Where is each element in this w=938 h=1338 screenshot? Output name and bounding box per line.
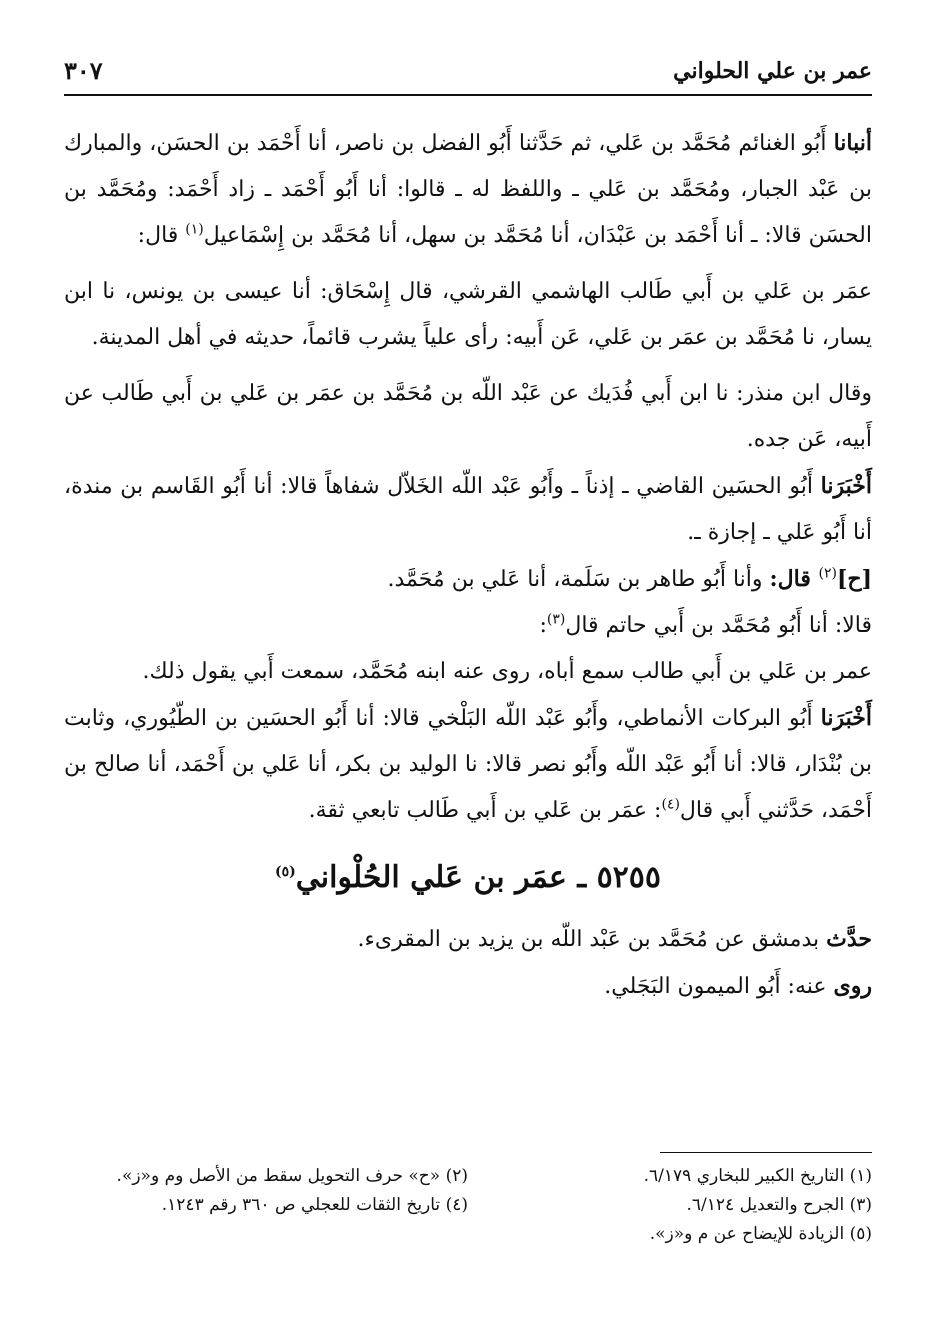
footnote-ref: (٤) [661, 796, 680, 813]
footnote: (٤) تاريخ الثقات للعجلي ص ٣٦٠ رقم ١٢٤٣. [161, 1195, 468, 1215]
running-title: عمر بن علي الحلواني [673, 58, 872, 84]
paragraph-1 [64, 120, 872, 259]
paragraph-8 [64, 695, 872, 834]
lead-word-2: قال: [769, 566, 819, 592]
paragraph-5 [64, 556, 872, 603]
page-body [64, 120, 872, 1010]
paragraph-text: أَبُو البركات الأنماطي، وأَبُو عَبْد اللّه البَلْخي قالا: أنا أَبُو الحسَين بن الطّيُوري، وثابت بن بُنْدَار، قالا: أنا أَبُو عَبْد اللّه وأَبُو نصر قالا: نا الوليد بن بكر، أنا عَلي بن أَحْمَد، أنا صالح بن أَحْمَد، حَدَّثني أَبي قال [64, 706, 872, 823]
entry-line-text: عنه: أَبُو الميمون البَجَلي. [604, 974, 834, 999]
footnote: (٣) الجرح والتعديل ٦/١٢٤. [686, 1195, 872, 1215]
paragraph-2 [64, 269, 872, 361]
footnote-ref: (٥) [274, 864, 296, 880]
paragraph-tail: قال: [137, 223, 186, 248]
lead-word: حدَّث [826, 926, 872, 952]
lead-word: روى [833, 973, 872, 999]
paragraph-text: قالا: أنا أَبُو مُحَمَّد بن أَبي حاتم قال [565, 613, 872, 638]
paragraph-6 [64, 603, 872, 649]
lead-word: أَخْبَرَنا [820, 473, 872, 499]
entry-line-2 [64, 963, 872, 1010]
paragraph-tail: : عمَر بن عَلي بن أَبي طَالب تابعي ثقة. [308, 798, 662, 823]
paragraph-3 [64, 371, 872, 463]
lead-word: أنبانا [833, 130, 872, 156]
footnote-ref: (١) [185, 221, 204, 238]
footnote-row [64, 1220, 872, 1249]
footnote: (١) التاريخ الكبير للبخاري ٦/١٧٩. [643, 1166, 872, 1186]
entry-line-1 [64, 916, 872, 963]
paragraph-text: عمَر بن عَلي بن أَبي طَالب الهاشمي القرشي، قال إِسْحَاق: أنا عيسى بن يونس، نا ابن يسار، نا مُحَمَّد بن عمَر بن عَلي، عَن أَبيه: رأى علياً يشرب قائماً، حديثه في أهل المدينة. [64, 279, 872, 350]
paragraph-text: وقال ابن منذر: نا ابن أَبي فُدَيك عن عَبْد اللّه بن مُحَمَّد بن عمَر بن عَلي بن أَبي طَالب عن أَبيه، عَن جده. [64, 381, 872, 452]
page-header [64, 54, 872, 96]
footnotes [64, 1162, 872, 1249]
footnote: (٢) «ح» حرف التحويل سقط من الأصل وم و«ز». [116, 1166, 468, 1186]
lead-word: أَخْبَرَنا [820, 705, 872, 731]
paragraph-7 [64, 649, 872, 695]
entry-heading-text: ٥٢٥٥ ـ عمَر بن عَلي الحُلْواني [295, 860, 662, 895]
paragraph-text: أَبُو الحسَين القاضي ـ إذناً ـ وأَبُو عَبْد اللّه الخَلاّل شفاهاً قالا: أنا أَبُو القَاسم بن مندة، أنا أَبُو عَلي ـ إجازة ـ. [64, 474, 872, 545]
footnote-ref: (٢) [818, 565, 837, 582]
footnote [64, 1220, 468, 1249]
lead-word: [ح] [836, 566, 872, 592]
paragraph-tail: : [539, 613, 547, 638]
footnote-rule [660, 1152, 872, 1153]
paragraph-text: وأنا أَبُو طاهر بن سَلَمة، أنا عَلي بن مُحَمَّد. [387, 567, 770, 592]
paragraph-text: أَبُو الغنائم مُحَمَّد بن عَلي، ثم حَدَّثنا أَبُو الفضل بن ناصر، أنا أَحْمَد بن الحسَن، والمبارك بن عَبْد الجبار، ومُحَمَّد بن عَلي ـ واللفظ له ـ قالوا: أنا أَبُو أَحْمَد ـ زاد أَحْمَد: ومُحَمَّد بن الحسَن قالا: ـ أنا أَحْمَد بن عَبْدَان، أنا مُحَمَّد بن سهل، أنا مُحَمَّد بن إِسْمَاعيل [64, 131, 872, 248]
paragraph-4 [64, 463, 872, 556]
footnote-ref: (٣) [546, 611, 566, 628]
entry-line-text: بدمشق عن مُحَمَّد بن عَبْد اللّه بن يزيد بن المقرىء. [357, 927, 827, 952]
footnote-row [64, 1191, 872, 1220]
paragraph-text: عمر بن عَلي بن أَبي طالب سمع أباه، روى عنه ابنه مُحَمَّد، سمعت أَبي يقول ذلك. [142, 659, 872, 684]
footnote: (٥) الزيادة للإيضاح عن م و«ز». [649, 1224, 872, 1244]
page-number: ٣٠٧ [64, 56, 103, 85]
entry-heading [64, 850, 872, 906]
footnote-row [64, 1162, 872, 1191]
